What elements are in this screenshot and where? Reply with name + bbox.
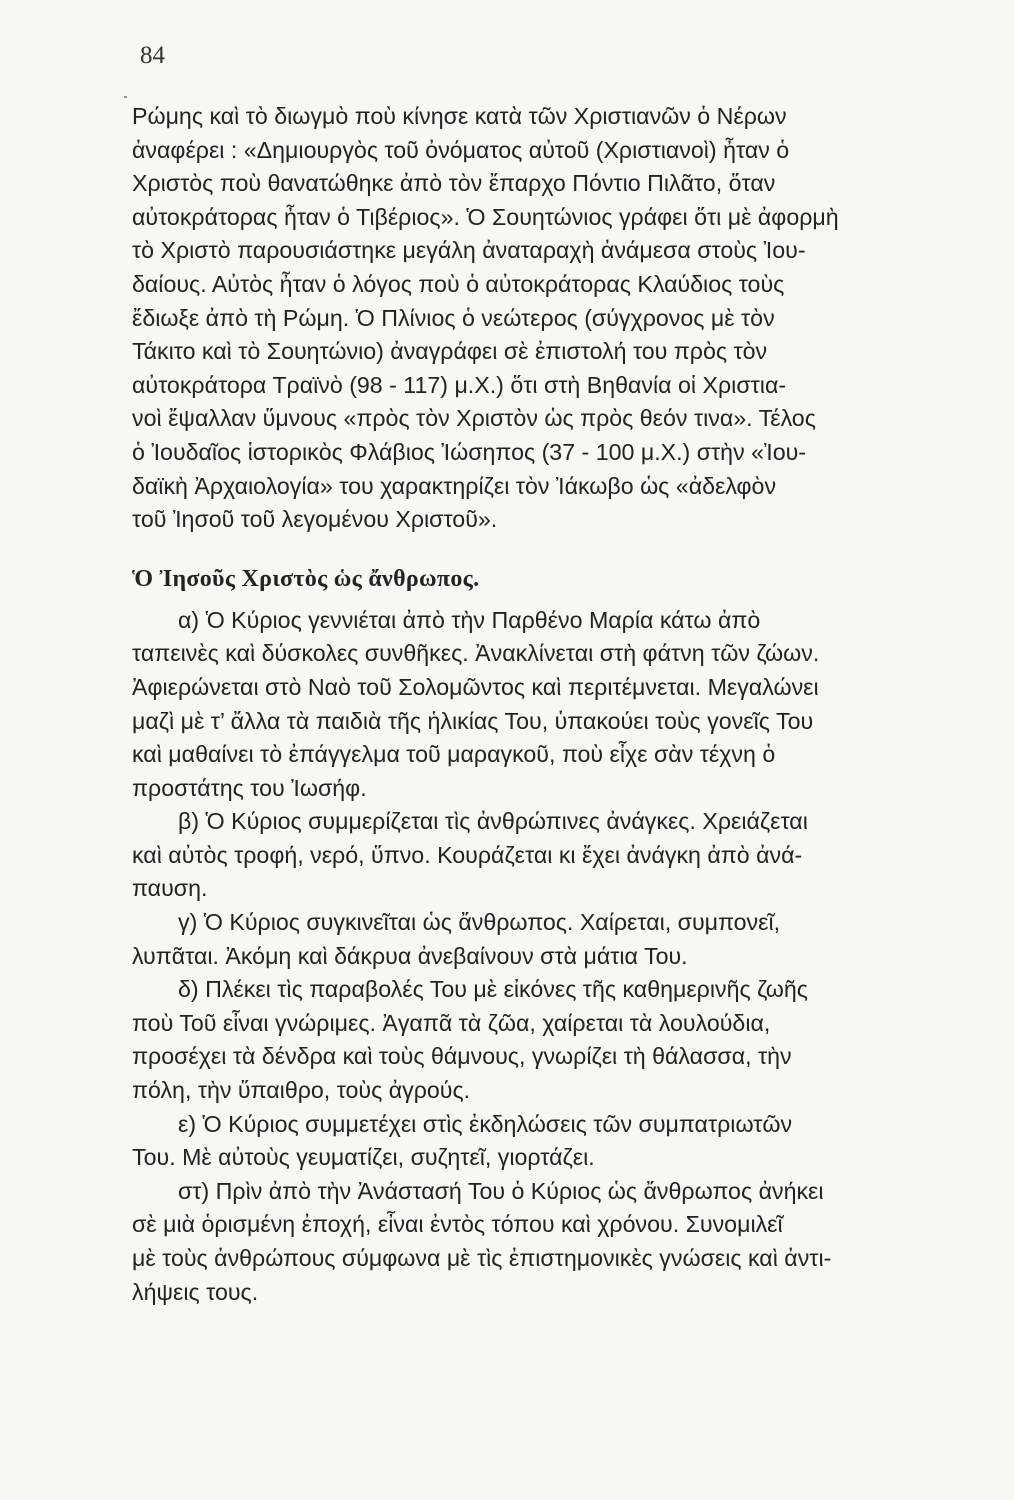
text-line: μαζὶ μὲ τ’ ἄλλα τὰ παιδιὰ τῆς ἡλικίας Του, ὑπακούει τοὺς γονεῖς Του	[132, 707, 814, 734]
text-line: τὸ Χριστὸ παρουσιάστηκε μεγάλη ἀναταραχὴ ἀνάμεσα στοὺς Ἰου-	[132, 237, 806, 264]
page-number: 84	[140, 42, 165, 69]
text-line: λυπᾶται. Ἀκόμη καὶ δάκρυα ἀνεβαίνουν στὰ μάτια Του.	[132, 942, 688, 969]
list-item-start-line: α) Ὁ Κύριος γεννιέται ἀπὸ τὴν Παρθένο Μαρία κάτω ἀπὸ	[178, 606, 761, 633]
text-line: Χριστὸς ποὺ θανατώθηκε ἀπὸ τὸν ἔπαρχο Πόντιο Πιλᾶτο, ὅταν	[132, 170, 776, 197]
text-line: δαίους. Αὐτὸς ἦταν ὁ λόγος ποὺ ὁ αὐτοκράτορας Κλαύδιος τοὺς	[132, 270, 785, 297]
text-line: σὲ μιὰ ὁρισμένη ἐποχή, εἶναι ἐντὸς τόπου καὶ χρόνου. Συνομιλεῖ	[132, 1211, 783, 1238]
text-line: μὲ τοὺς ἀνθρώπους σύμφωνα μὲ τὶς ἐπιστημονικὲς γνώσεις καὶ ἀντι-	[132, 1245, 832, 1271]
text-line: λήψεις τους.	[132, 1278, 259, 1305]
text-line: καὶ αὐτὸς τροφή, νερό, ὕπνο. Κουράζεται κι ἔχει ἀνάγκη ἀπὸ ἀνά-	[132, 841, 803, 868]
text-line: ὁ Ἰουδαῖος ἱστορικὸς Φλάβιος Ἰώσηπος (37 - 100 μ.Χ.) στὴν «Ἰου-	[132, 438, 807, 465]
text-line: Τάκιτο καὶ τὸ Σουητώνιο) ἀναγράφει σὲ ἐπιστολή του πρὸς τὸν	[132, 338, 768, 365]
text-line: αὐτοκράτορας ἦταν ὁ Τιβέριος». Ὁ Σουητώνιος γράφει ὅτι μὲ ἀφορμὴ	[132, 203, 839, 230]
section-heading: Ὁ Ἰησοῦς Χριστὸς ὡς ἄνθρωπος.	[132, 565, 480, 592]
list-item-start-line: στ) Πρὶν ἀπὸ τὴν Ἀνάστασή Του ὁ Κύριος ὡς ἄνθρωπος ἀνήκει	[178, 1177, 824, 1204]
section-body	[132, 604, 964, 1309]
text-line: πόλη, τὴν ὕπαιθρο, τοὺς ἀγρούς.	[132, 1077, 471, 1104]
text-line: παυση.	[132, 875, 208, 902]
text-line: ἔδιωξε ἀπὸ τὴ Ρώμη. Ὁ Πλίνιος ὁ νεώτερος (σύγχρονος μὲ τὸν	[132, 304, 775, 331]
text-line: προστάτης του Ἰωσήφ.	[132, 774, 367, 801]
text-line: Του. Μὲ αὐτοὺς γευματίζει, συζητεῖ, γιορτάζει.	[132, 1144, 595, 1171]
list-item-start-line: ε) Ὁ Κύριος συμμετέχει στὶς ἐκδηλώσεις τῶν συμπατριωτῶν	[178, 1110, 793, 1137]
print-mark	[124, 96, 127, 98]
text-line: δαϊκὴ Ἀρχαιολογία» του χαρακτηρίζει τὸν Ἰάκωβο ὡς «ἀδελφὸν	[132, 472, 777, 499]
text-line: ποὺ Τοῦ εἶναι γνώριμες. Ἀγαπᾶ τὰ ζῶα, χαίρεται τὰ λουλούδια,	[132, 1009, 771, 1036]
list-item-start-line: γ) Ὁ Κύριος συγκινεῖται ὡς ἄνθρωπος. Χαίρεται, συμπονεῖ,	[178, 909, 781, 936]
text-line: καὶ μαθαίνει τὸ ἐπάγγελμα τοῦ μαραγκοῦ, ποὺ εἶχε σὰν τέχνη ὁ	[132, 741, 776, 768]
text-line: Ἀφιερώνεται στὸ Ναὸ τοῦ Σολομῶντος καὶ περιτέμνεται. Μεγαλώνει	[132, 673, 819, 700]
intro-paragraph	[132, 100, 964, 537]
text-line: νοὶ ἔψαλλαν ὕμνους «πρὸς τὸν Χριστὸν ὡς πρὸς θεόν τινα». Τέλος	[132, 405, 816, 432]
text-line: τοῦ Ἰησοῦ τοῦ λεγομένου Χριστοῦ».	[132, 506, 498, 533]
text-line: Ρώμης καὶ τὸ διωγμὸ ποὺ κίνησε κατὰ τῶν Χριστιανῶν ὁ Νέρων	[132, 103, 787, 129]
body-text	[132, 100, 964, 1309]
list-item-start-line: δ) Πλέκει τὶς παραβολές Του μὲ εἰκόνες τῆς καθημερινῆς ζωῆς	[178, 976, 808, 1003]
list-item-start-line: β) Ὁ Κύριος συμμερίζεται τὶς ἀνθρώπινες ἀνάγκες. Χρειάζεται	[178, 808, 808, 835]
text-line: ταπεινὲς καὶ δύσκολες συνθῆκες. Ἀνακλίνεται στὴ φάτνη τῶν ζώων.	[132, 640, 820, 667]
text-line: προσέχει τὰ δένδρα καὶ τοὺς θάμνους, γνωρίζει τὴ θάλασσα, τὴν	[132, 1043, 792, 1070]
text-line: αὐτοκράτορα Τραϊνὸ (98 - 117) μ.Χ.) ὅτι στὴ Βηθανία οἱ Χριστια-	[132, 371, 787, 398]
text-line: ἀναφέρει : «Δημιουργὸς τοῦ ὀνόματος αὐτοῦ (Χριστιανοὶ) ἦταν ὁ	[132, 136, 790, 163]
